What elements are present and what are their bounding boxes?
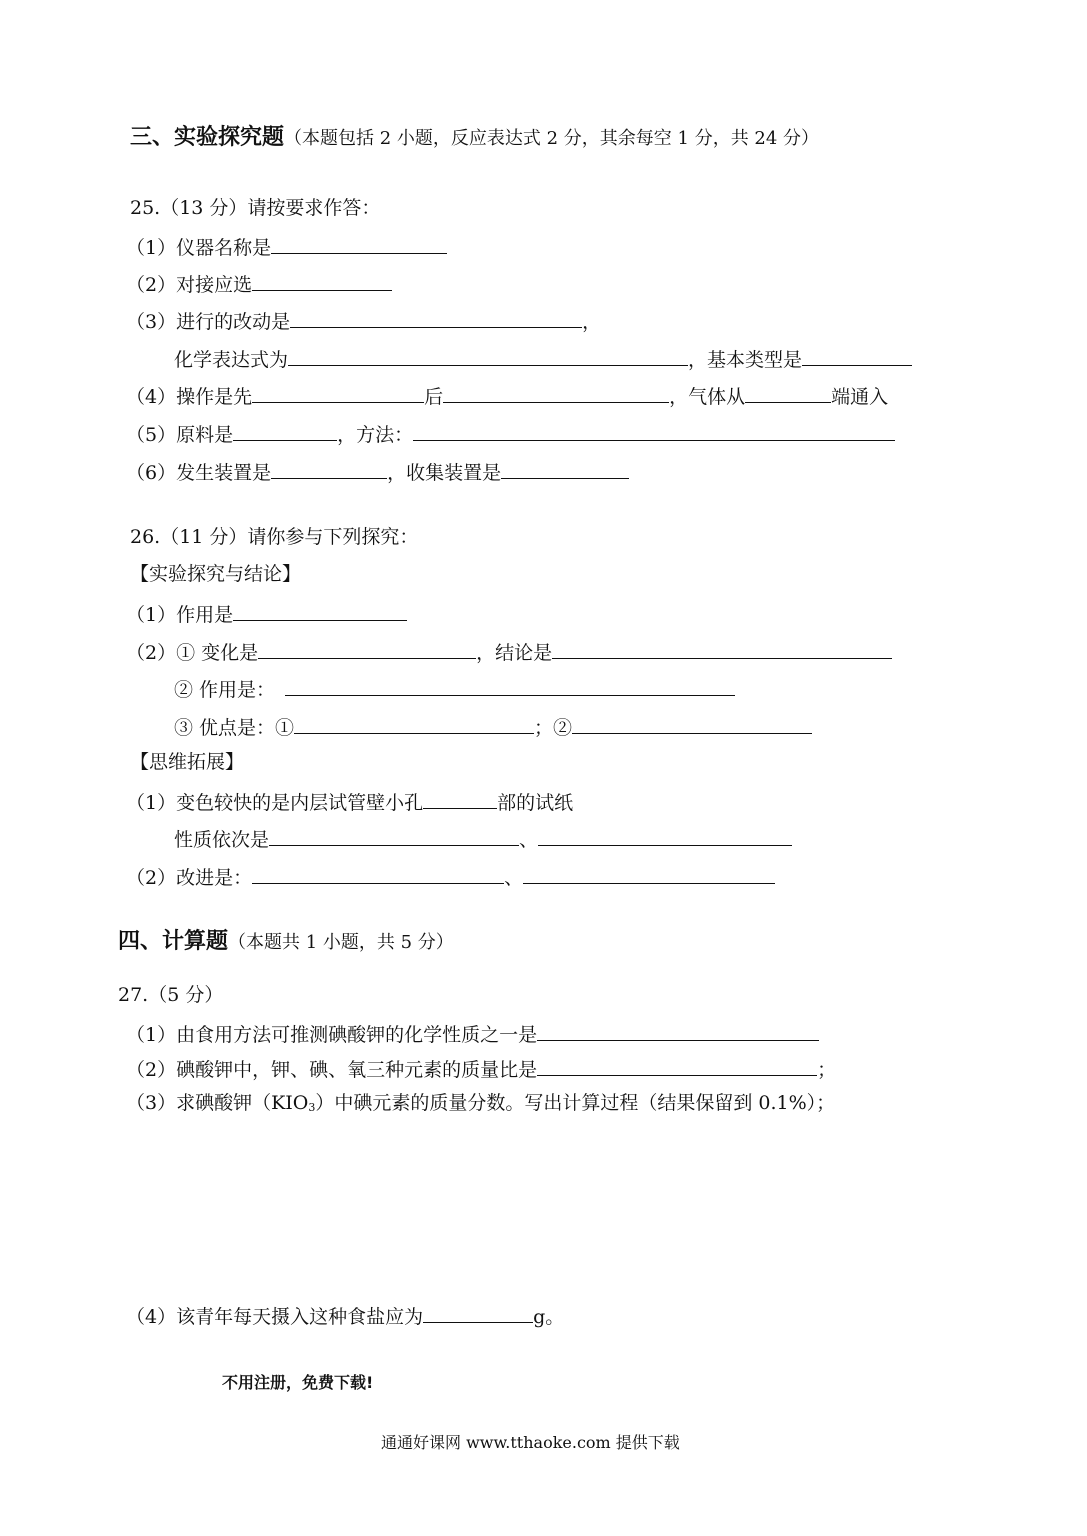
- answer-blank[interactable]: [233, 418, 337, 441]
- q25-l5b-text: ，方法：: [337, 424, 414, 446]
- q25-l4d-text: 端通入: [831, 386, 889, 408]
- q26-t2b-text: 、: [504, 867, 524, 889]
- q26-l2e-text: ；②: [534, 717, 573, 739]
- q25-line-5: [126, 418, 895, 446]
- answer-blank[interactable]: [258, 636, 476, 659]
- q26-ext-line-2: [126, 861, 775, 889]
- q26-t1c-text: 性质依次是: [174, 829, 270, 851]
- q26-l2d-text: ③ 优点是：①: [174, 717, 295, 739]
- q26-line-2: [126, 636, 892, 664]
- q27-l1-text: （1）由食用方法可推测碘酸钾的化学性质之一是: [126, 1024, 538, 1046]
- section-3-note: （本题包括 2 小题，反应表达式 2 分，其余每空 1 分，共 24 分）: [284, 128, 820, 149]
- q25-l5a-text: （5）原料是: [126, 424, 234, 446]
- q26-ext-line-1: [126, 786, 573, 814]
- q25-l6a-text: （6）发生装置是: [126, 462, 272, 484]
- answer-blank[interactable]: [290, 305, 582, 328]
- q26-line-2c: [174, 711, 812, 739]
- q25-l3d-text: ，基本类型是: [688, 349, 803, 371]
- q27-l3a-text: （3）求碘酸钾（KIO: [126, 1092, 309, 1114]
- answer-blank[interactable]: [501, 456, 629, 479]
- q25-line-3b: [174, 343, 912, 371]
- answer-blank[interactable]: [252, 861, 504, 884]
- answer-blank[interactable]: [269, 823, 519, 846]
- q25-l6b-text: ，收集装置是: [387, 462, 502, 484]
- section-3-title: 三、实验探究题: [130, 125, 285, 150]
- promo-text: 不用注册，免费下载!: [222, 1373, 374, 1392]
- section-4-heading: [118, 928, 454, 956]
- q27-l3b-text: ）中碘元素的质量分数。写出计算过程（结果保留到 0.1%）；: [315, 1092, 836, 1114]
- answer-blank[interactable]: [252, 268, 392, 291]
- q27-line-1: [126, 1018, 819, 1046]
- section-4-title: 四、计算题: [118, 929, 229, 954]
- q26-t1d-text: 、: [519, 829, 539, 851]
- q27-line-2: [126, 1053, 836, 1081]
- q26-t1b-text: 部的试纸: [497, 792, 574, 814]
- answer-blank[interactable]: [233, 598, 407, 621]
- q25-title: 25.（13 分）请按要求作答：: [130, 197, 381, 219]
- answer-blank[interactable]: [802, 343, 912, 366]
- q26-l1-text: （1）作用是: [126, 604, 234, 626]
- q25-l3a-text: （3）进行的改动是: [126, 311, 291, 333]
- section-4-note: （本题共 1 小题，共 5 分）: [228, 932, 454, 953]
- answer-blank[interactable]: [537, 1018, 819, 1041]
- q25-l4b-text: 后: [424, 386, 444, 408]
- q26-ext-line-1b: [174, 823, 792, 851]
- q27-l4a-text: （4）该青年每天摄入这种食盐应为: [126, 1306, 424, 1328]
- q25-line-6: [126, 456, 629, 484]
- q26-t1a-text: （1）变色较快的是内层试管壁小孔: [126, 792, 424, 814]
- answer-blank[interactable]: [443, 380, 669, 403]
- q26-l2a-text: （2）① 变化是: [126, 642, 259, 664]
- q25-l1-text: （1）仪器名称是: [126, 237, 272, 259]
- answer-blank[interactable]: [285, 673, 735, 696]
- q25-line-3: [126, 305, 601, 333]
- answer-blank[interactable]: [294, 711, 534, 734]
- q26-line-1: [126, 598, 407, 626]
- q25-line-4: [126, 380, 888, 408]
- q25-line-2: [126, 268, 392, 296]
- q25-l4a-text: （4）操作是先: [126, 386, 253, 408]
- q26-subheading-experiment: 【实验探究与结论】: [130, 563, 302, 585]
- q27-title: 27.（5 分）: [118, 984, 224, 1006]
- q26-t2a-text: （2）改进是：: [126, 867, 253, 889]
- q25-l3b-text: ，: [582, 311, 602, 333]
- q25-line-1: [126, 231, 447, 259]
- answer-blank[interactable]: [288, 343, 688, 366]
- page-footer: 通通好课网 www.tthaoke.com 提供下载: [381, 1433, 680, 1452]
- q26-l2b-text: ，结论是: [476, 642, 553, 664]
- answer-blank[interactable]: [413, 418, 895, 441]
- answer-blank[interactable]: [252, 380, 424, 403]
- answer-blank[interactable]: [745, 380, 831, 403]
- q27-line-4: [126, 1300, 564, 1328]
- section-3-heading: [130, 124, 819, 152]
- q25-l3c-text: 化学表达式为: [174, 349, 289, 371]
- q27-l2b-text: ；: [817, 1059, 837, 1081]
- q27-l2a-text: （2）碘酸钾中，钾、碘、氧三种元素的质量比是: [126, 1059, 538, 1081]
- answer-blank[interactable]: [552, 636, 892, 659]
- answer-blank[interactable]: [537, 1053, 817, 1076]
- q26-subheading-extension: 【思维拓展】: [130, 751, 245, 773]
- answer-blank[interactable]: [423, 1300, 533, 1323]
- q27-line-3: [126, 1089, 835, 1117]
- q26-title: 26.（11 分）请你参与下列探究：: [130, 526, 419, 548]
- q26-l2c-text: ② 作用是：: [174, 679, 276, 701]
- q25-l4c-text: ，气体从: [669, 386, 746, 408]
- q27-l4b-text: g。: [533, 1306, 565, 1328]
- q27-l3-subscript: 3: [308, 1101, 316, 1114]
- q26-line-2b: [174, 673, 735, 701]
- answer-blank[interactable]: [271, 456, 387, 479]
- answer-blank[interactable]: [572, 711, 812, 734]
- answer-blank[interactable]: [271, 231, 447, 254]
- q25-l2-text: （2）对接应选: [126, 274, 253, 296]
- answer-blank[interactable]: [538, 823, 792, 846]
- answer-blank[interactable]: [523, 861, 775, 884]
- answer-blank[interactable]: [423, 786, 497, 809]
